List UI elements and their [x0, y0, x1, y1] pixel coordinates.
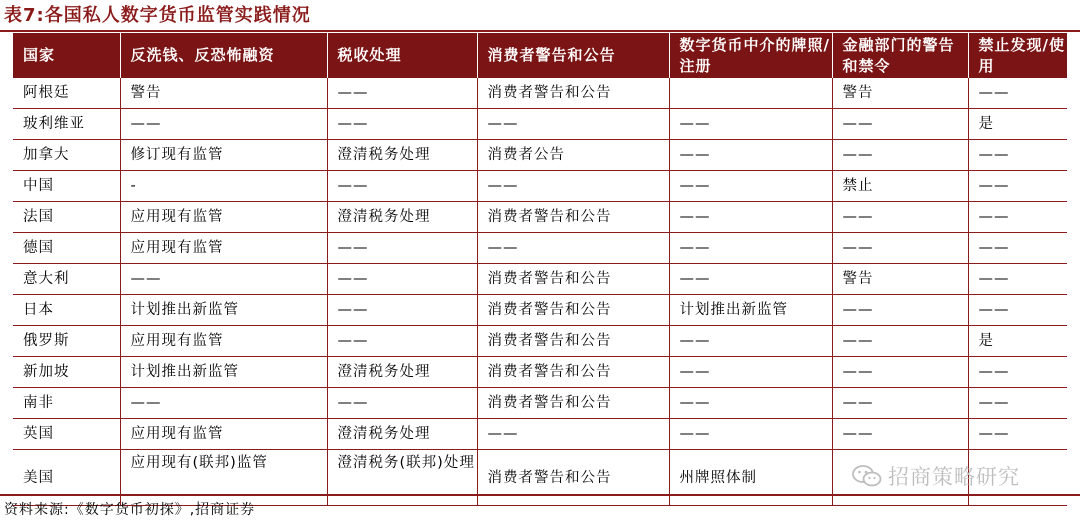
table-cell: ——: [669, 109, 832, 140]
table-row: [13, 202, 1067, 233]
bottom-rule: [0, 494, 1080, 496]
table-cell: 应用现有监管: [120, 233, 327, 264]
watermark-text: 招商策略研究: [888, 465, 1020, 489]
table-cell: 法国: [13, 202, 120, 233]
table-cell: 俄罗斯: [13, 326, 120, 357]
table-cell: 消费者警告和公告: [477, 295, 669, 326]
table-cell: ——: [832, 202, 968, 233]
table-cell: ——: [832, 419, 968, 450]
table-cell: ——: [669, 202, 832, 233]
table-row: [13, 171, 1067, 202]
table-cell: 计划推出新监管: [120, 357, 327, 388]
table-row: [13, 419, 1067, 450]
table-cell: 德国: [13, 233, 120, 264]
table-cell: 修订现有监管: [120, 140, 327, 171]
table-cell: 消费者警告和公告: [477, 264, 669, 295]
table-row: [13, 264, 1067, 295]
header-row: [13, 33, 1067, 78]
table-cell: ——: [120, 388, 327, 419]
table-row: [13, 233, 1067, 264]
table-cell: ——: [669, 326, 832, 357]
table-cell: ——: [832, 109, 968, 140]
table-row: [13, 78, 1067, 109]
table-cell: 应用现有(联邦)监管: [120, 450, 327, 506]
table-cell: 消费者警告和公告: [477, 326, 669, 357]
table-row: [13, 140, 1067, 171]
table-cell: 消费者警告和公告: [477, 202, 669, 233]
table-cell: 消费者公告: [477, 140, 669, 171]
table-cell: ——: [832, 295, 968, 326]
table-cell: 澄清税务处理: [327, 140, 477, 171]
table-cell: 应用现有监管: [120, 326, 327, 357]
table-cell: 意大利: [13, 264, 120, 295]
table-cell: 澄清税务处理: [327, 419, 477, 450]
table-cell: 中国: [13, 171, 120, 202]
table-cell: ——: [968, 171, 1067, 202]
table-cell: ——: [968, 78, 1067, 109]
table-cell: ——: [832, 233, 968, 264]
table-cell: ——: [832, 326, 968, 357]
header-country: 国家: [13, 33, 120, 78]
table-cell: 消费者警告和公告: [477, 388, 669, 419]
table-cell: 澄清税务(联邦)处理: [327, 450, 477, 506]
table-row: [13, 388, 1067, 419]
table-cell: ——: [327, 171, 477, 202]
wechat-icon: [852, 464, 882, 488]
table-cell: ——: [669, 357, 832, 388]
table-cell: 警告: [832, 264, 968, 295]
table-cell: 澄清税务处理: [327, 357, 477, 388]
table-cell: ——: [669, 419, 832, 450]
table-cell: ——: [968, 388, 1067, 419]
table-cell: 消费者警告和公告: [477, 357, 669, 388]
header-ban: 禁止发现/使用: [968, 33, 1067, 78]
title-rule: [0, 30, 1080, 32]
table-cell: ——: [968, 295, 1067, 326]
table-cell: 是: [968, 326, 1067, 357]
table-cell: ——: [669, 171, 832, 202]
table-cell: ——: [968, 264, 1067, 295]
table-cell: 消费者警告和公告: [477, 450, 669, 506]
table-cell: 澄清税务处理: [327, 202, 477, 233]
table-cell: ——: [327, 295, 477, 326]
table-cell: ——: [327, 388, 477, 419]
table-cell: ——: [327, 109, 477, 140]
table-cell: 英国: [13, 419, 120, 450]
watermark: [852, 459, 1020, 493]
table-cell: ——: [477, 419, 669, 450]
table-cell: ——: [968, 140, 1067, 171]
table-cell: 应用现有监管: [120, 202, 327, 233]
table-cell: ——: [477, 233, 669, 264]
table-cell: ——: [968, 357, 1067, 388]
table-cell: 州牌照体制: [669, 450, 832, 506]
table-cell: ——: [968, 202, 1067, 233]
header-tax: 税收处理: [327, 33, 477, 78]
table-cell: ——: [120, 264, 327, 295]
table-cell: 南非: [13, 388, 120, 419]
table-row: [13, 326, 1067, 357]
table-cell: ——: [327, 78, 477, 109]
table-cell: ——: [327, 326, 477, 357]
table-cell: 日本: [13, 295, 120, 326]
header-financial-warning: 金融部门的警告和禁令: [832, 33, 968, 78]
table-cell: ——: [120, 109, 327, 140]
table-cell: ——: [832, 357, 968, 388]
table-cell: 加拿大: [13, 140, 120, 171]
header-consumer-warning: 消费者警告和公告: [477, 33, 669, 78]
header-intermediary-license: 数字货币中介的牌照/注册: [669, 33, 832, 78]
table-cell: ——: [832, 140, 968, 171]
table-cell: 警告: [832, 78, 968, 109]
table-cell: 玻利维亚: [13, 109, 120, 140]
table-cell: 计划推出新监管: [669, 295, 832, 326]
table-cell: 美国: [13, 450, 120, 506]
table-cell: ——: [327, 233, 477, 264]
table-cell: 新加坡: [13, 357, 120, 388]
table-cell: ——: [477, 171, 669, 202]
table-cell: ——: [669, 388, 832, 419]
table-cell: 计划推出新监管: [120, 295, 327, 326]
table-cell: ——: [832, 388, 968, 419]
table-cell: 禁止: [832, 171, 968, 202]
table-cell: ——: [669, 264, 832, 295]
table-cell: ——: [669, 140, 832, 171]
table-row: [13, 295, 1067, 326]
source-note: 资料来源:《数字货币初探》,招商证券: [4, 502, 256, 518]
table-cell: ——: [327, 264, 477, 295]
table-cell: ——: [669, 233, 832, 264]
table-cell: 消费者警告和公告: [477, 78, 669, 109]
table-cell: ——: [477, 109, 669, 140]
table-cell: ——: [968, 419, 1067, 450]
regulation-table: [13, 33, 1067, 506]
header-aml-cft: 反洗钱、反恐怖融资: [120, 33, 327, 78]
table-row: [13, 357, 1067, 388]
table-cell: 警告: [120, 78, 327, 109]
table-cell: 是: [968, 109, 1067, 140]
table-title: 表7:各国私人数字货币监管实践情况: [4, 5, 311, 26]
table-cell: 阿根廷: [13, 78, 120, 109]
table-cell: [669, 78, 832, 109]
table-cell: 应用现有监管: [120, 419, 327, 450]
table-cell: ——: [968, 233, 1067, 264]
table-row: [13, 109, 1067, 140]
table-cell: -: [120, 171, 327, 202]
